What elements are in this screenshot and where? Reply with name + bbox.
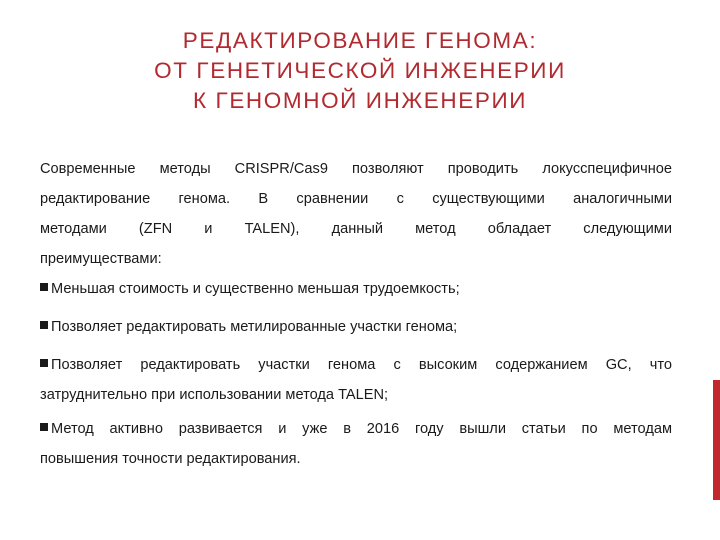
bullet-3-line-2: затруднительно при использовании метода TALEN;	[40, 387, 389, 403]
intro-line-4: преимуществами:	[40, 251, 162, 267]
bullet-item-1	[40, 274, 672, 304]
intro-line-3: методами (ZFN и TALEN), данный метод обладает следующими	[40, 221, 672, 237]
title-line-3: К ГЕНОМНОЙ ИНЖЕНЕРИИ	[192, 88, 528, 113]
bullet-item-3	[40, 350, 672, 410]
square-bullet-icon	[40, 423, 48, 431]
bullet-4-line-1: Метод активно развивается и уже в 2016 году вышли статьи по методам	[51, 421, 672, 437]
bullet-1-line-1: Меньшая стоимость и существенно меньшая трудоемкость;	[51, 281, 460, 297]
square-bullet-icon	[40, 283, 48, 291]
bullet-item-4	[40, 414, 672, 474]
accent-bar	[713, 380, 720, 500]
title-line-1: РЕДАКТИРОВАНИЕ ГЕНОМА:	[182, 28, 538, 53]
intro-line-1: Современные методы CRISPR/Cas9 позволяют проводить локусспецифичное	[40, 161, 672, 177]
intro-paragraph	[40, 154, 672, 274]
title-line-2: ОТ ГЕНЕТИЧЕСКОЙ ИНЖЕНЕРИИ	[154, 58, 566, 83]
square-bullet-icon	[40, 321, 48, 329]
slide-body	[40, 154, 672, 474]
square-bullet-icon	[40, 359, 48, 367]
slide-title	[70, 26, 650, 116]
intro-line-2: редактирование генома. В сравнении с существующими аналогичными	[40, 191, 672, 207]
bullet-3-line-1: Позволяет редактировать участки генома с высоким содержанием GC, что	[51, 357, 672, 373]
bullet-4-line-2: повышения точности редактирования.	[40, 451, 301, 467]
bullet-2-line-1: Позволяет редактировать метилированные участки генома;	[51, 319, 458, 335]
bullet-item-2	[40, 312, 672, 342]
